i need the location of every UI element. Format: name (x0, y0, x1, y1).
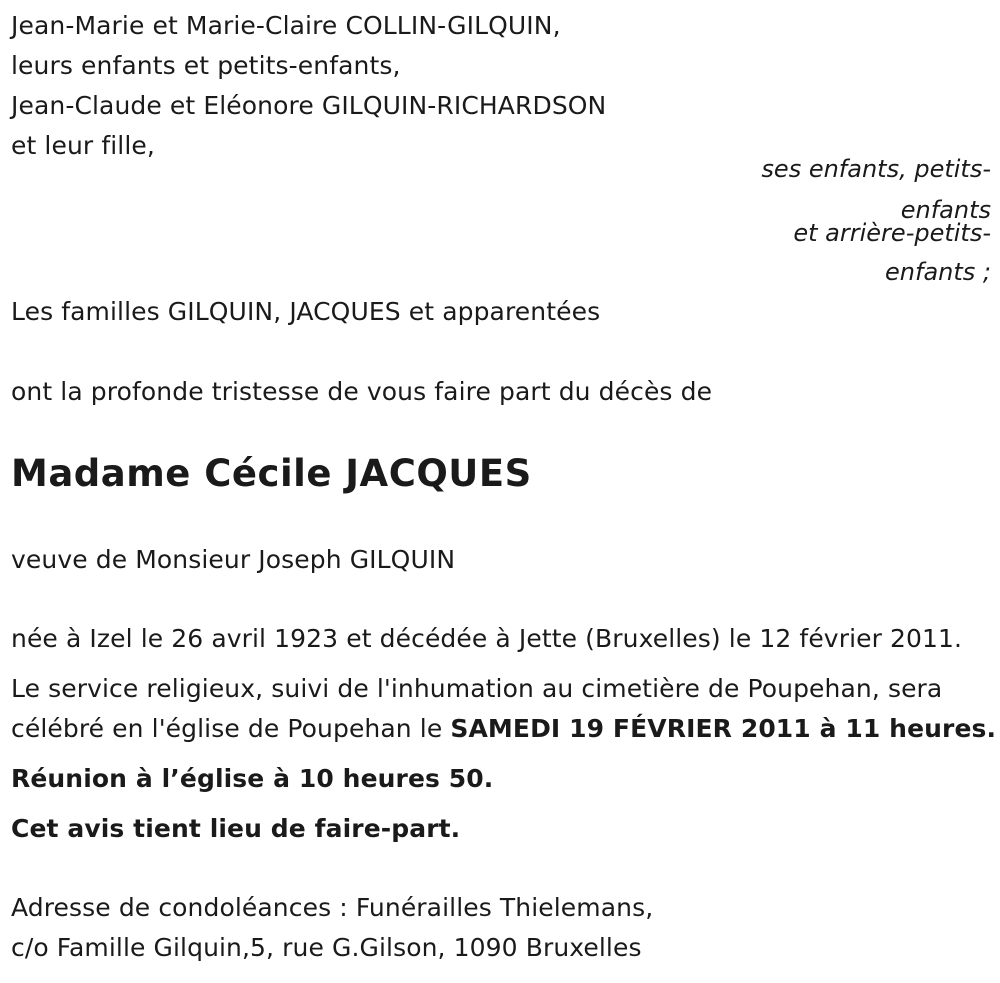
service-line-1: Le service religieux, suivi de l'inhumation au cimetière de Poupehan, sera (11, 674, 943, 703)
meeting-time: Réunion à l’église à 10 heures 50. (11, 764, 494, 793)
family-line-3: Jean-Claude et Eléonore GILQUIN-RICHARDSON (11, 91, 607, 120)
service-date-time: SAMEDI 19 FÉVRIER 2011 à 11 heures. (450, 714, 997, 743)
announcement-text: ont la profonde tristesse de vous faire part du décès de (11, 377, 713, 406)
family-line-1: Jean-Marie et Marie-Claire COLLIN-GILQUIN, (11, 11, 561, 40)
family-line-2: leurs enfants et petits-enfants, (11, 51, 401, 80)
family-line-4: et leur fille, (11, 131, 155, 160)
condolences-line-2: c/o Famille Gilquin,5, rue G.Gilson, 1090 Bruxelles (11, 933, 642, 962)
deceased-name: Madame Cécile JACQUES (11, 452, 532, 495)
widow-of: veuve de Monsieur Joseph GILQUIN (11, 545, 456, 574)
birth-death-details: née à Izel le 26 avril 1923 et décédée à Jette (Bruxelles) le 12 février 2011. (11, 624, 963, 653)
descendants-line-1: ses enfants, petits- (761, 155, 991, 183)
condolences-line-1: Adresse de condoléances : Funérailles Thielemans, (11, 893, 654, 922)
descendants-line-3: et arrière-petits- (793, 219, 991, 247)
related-families: Les familles GILQUIN, JACQUES et apparentées (11, 297, 601, 326)
descendants-line-4: enfants ; (885, 258, 991, 286)
service-line-2-text: célébré en l'église de Poupehan le (11, 714, 451, 743)
notice-text: Cet avis tient lieu de faire-part. (11, 814, 461, 843)
descendants-line-2: enfants (900, 196, 991, 224)
service-line-2 (11, 714, 996, 744)
